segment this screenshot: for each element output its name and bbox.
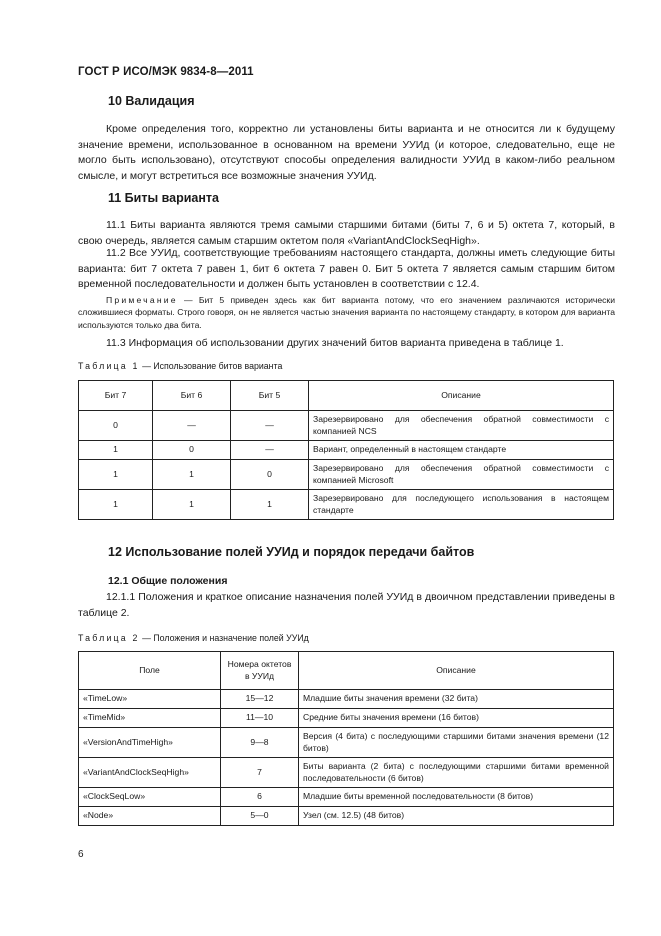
table-cell: 1 (79, 460, 153, 490)
section-10-title: 10 Валидация (108, 94, 195, 108)
table-cell: 15—12 (221, 690, 299, 709)
table-1-header-bit6: Бит 6 (153, 381, 231, 411)
table-cell: 11—10 (221, 709, 299, 728)
table-row (79, 758, 614, 788)
table-cell: 1 (153, 490, 231, 520)
table-1-header-row (79, 381, 614, 411)
table-cell: 9—8 (221, 728, 299, 758)
table-2-header-description: Описание (299, 652, 614, 690)
table-1-header-bit5: Бит 5 (231, 381, 309, 411)
table-cell: Биты варианта (2 бита) с последующими старшими битами временной последовательности (6 битов) (299, 758, 614, 788)
table-cell: Младшие биты временной последовательности (8 битов) (299, 788, 614, 807)
table-1-caption (78, 361, 282, 371)
table-cell: 5—0 (221, 807, 299, 826)
page-number: 6 (78, 849, 84, 860)
table-cell: Средние биты значения времени (16 битов) (299, 709, 614, 728)
table-1-header-description: Описание (309, 381, 614, 411)
section-12-1-title: 12.1 Общие положения (108, 575, 228, 587)
table-cell: 1 (153, 460, 231, 490)
note-11 (78, 294, 615, 331)
table-cell: «VersionAndTimeHigh» (79, 728, 221, 758)
note-label: Примечание (106, 295, 178, 305)
table-row (79, 460, 614, 490)
table-cell: 1 (79, 441, 153, 460)
table-row (79, 441, 614, 460)
note-text: — Бит 5 приведен здесь как бит варианта потому, что его значением различаются исторически сложившиеся форматы. Строго говоря, он не является частью значения варианта по настоящему стандарту, в котором для варианта используются только два бита. (78, 295, 615, 330)
section-10-text: Кроме определения того, корректно ли установлены биты варианта и не относится ли к будущему значение времени, использованное в основанном на времени УУИд (и которое, следовательно, еще не могло быть использовано), отсутствуют способы определения валидности УУИд в каком-либо реальном смысле, и могут встретиться все возможные значения УУИд. (78, 123, 615, 182)
table-cell: Зарезервировано для последующего использования в настоящем стандарте (309, 490, 614, 520)
table-cell: 6 (221, 788, 299, 807)
table-cell: 1 (79, 490, 153, 520)
table-cell: «ClockSeqLow» (79, 788, 221, 807)
table-cell: 0 (153, 441, 231, 460)
table-cell: — (231, 411, 309, 441)
table-2 (78, 651, 614, 826)
section-12-1-1-text: 12.1.1 Положения и краткое описание назначения полей УУИд в двоичном представлении приведены в таблице 2. (78, 591, 615, 619)
table-row (79, 411, 614, 441)
table-2-caption-text: — Положения и назначение полей УУИд (139, 633, 309, 643)
table-cell: «VariantAndClockSeqHigh» (79, 758, 221, 788)
table-cell: «Node» (79, 807, 221, 826)
table-cell: Младшие биты значения времени (32 бита) (299, 690, 614, 709)
table-cell: Вариант, определенный в настоящем стандарте (309, 441, 614, 460)
table-cell: Узел (см. 12.5) (48 битов) (299, 807, 614, 826)
table-cell: — (231, 441, 309, 460)
table-cell: 1 (231, 490, 309, 520)
table-2-header-field: Поле (79, 652, 221, 690)
section-11-title: 11 Биты варианта (108, 191, 219, 205)
document-header: ГОСТ Р ИСО/МЭК 9834-8—2011 (78, 66, 254, 78)
table-2-header-row (79, 652, 614, 690)
table-cell: Зарезервировано для обеспечения обратной совместимости с компанией Microsoft (309, 460, 614, 490)
table-1 (78, 380, 614, 520)
table-row (79, 690, 614, 709)
table-cell: Версия (4 бита) с последующими старшими битами значения времени (12 битов) (299, 728, 614, 758)
section-11-2-text: 11.2 Все УУИд, соответствующие требованиям настоящего стандарта, должны иметь следующие биты варианта: бит 7 октета 7 равен 1, бит 6 октета 7 равен 0. Бит 5 октета 7 является самым старшим битом временной последовательности и должен быть установлен в соответствии с 12.4. (78, 247, 615, 290)
table-cell: «TimeMid» (79, 709, 221, 728)
table-cell: 7 (221, 758, 299, 788)
section-11-1-text: 11.1 Биты варианта являются тремя самыми старшими битами (биты 7, 6 и 5) октета 7, который, в свою очередь, является самым старшим октетом поля «VariantAndClockSeqHigh». (78, 219, 615, 247)
section-11-3-text: 11.3 Информация об использовании других значений битов варианта приведена в таблице 1. (106, 337, 564, 349)
table-row (79, 728, 614, 758)
table-cell: «TimeLow» (79, 690, 221, 709)
table-cell: 0 (79, 411, 153, 441)
table-cell: Зарезервировано для обеспечения обратной совместимости с компанией NCS (309, 411, 614, 441)
table-2-header-octets: Номера октетов в УУИд (221, 652, 299, 690)
table-1-caption-text: — Использование битов варианта (139, 361, 283, 371)
table-2-caption-label: Таблица 2 (78, 633, 140, 643)
table-1-header-bit7: Бит 7 (79, 381, 153, 411)
table-row (79, 807, 614, 826)
table-row (79, 490, 614, 520)
table-row (79, 788, 614, 807)
table-cell: — (153, 411, 231, 441)
section-12-title: 12 Использование полей УУИд и порядок передачи байтов (108, 545, 475, 559)
table-1-caption-label: Таблица 1 (78, 361, 140, 371)
table-cell: 0 (231, 460, 309, 490)
table-2-caption (78, 633, 309, 643)
table-row (79, 709, 614, 728)
